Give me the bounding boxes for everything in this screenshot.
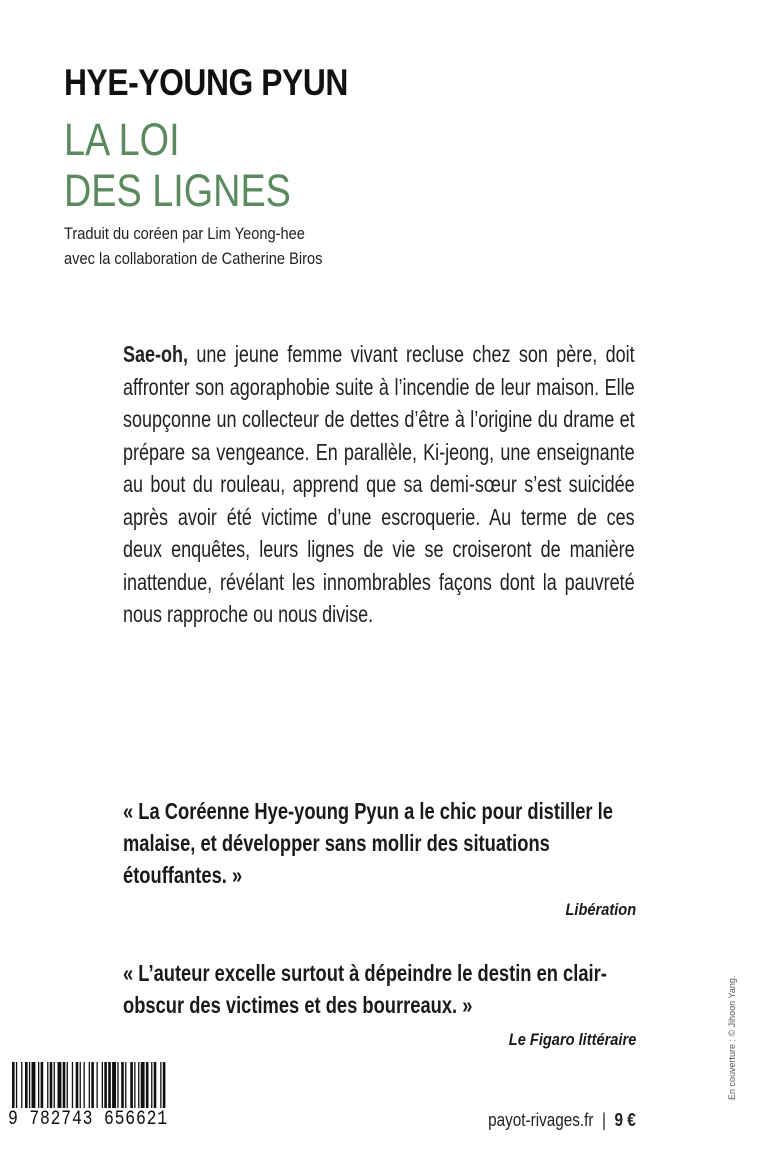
press-quote-1: « La Coréenne Hye-young Pyun a le chic pour distiller le malaise, et développer sans mollir des situations étouffantes. » xyxy=(123,798,613,888)
synopsis-body: une jeune femme vivant recluse chez son père, doit affronter son agoraphobie suite à l’incendie de leur maison. Elle soupçonne un collecteur de dettes d’être à l’origine du drame et prépare sa vengeance. En parallèle, Ki-jeong, une enseignante au bout du rouleau, apprend que sa demi-sœur s’est suicidée après avoir été victime d’une escroquerie. Au terme de ces deux enquêtes, leurs lignes de vie se croiseront de manière inattendue, révélant les innombrables façons dont la pauvreté nous rapproche ou nous divise. xyxy=(123,341,635,627)
translator-credit-line-1: Traduit du coréen par Lim Yeong-hee xyxy=(64,224,305,243)
translator-credit-line-2: avec la collaboration de Catherine Biros xyxy=(64,249,323,268)
press-quote-2: « L’auteur excelle surtout à dépeindre le destin en clair-obscur des victimes et des bourreaux. » xyxy=(123,960,607,1018)
press-source-2: Le Figaro littéraire xyxy=(508,1030,636,1049)
footer-publisher-price xyxy=(488,1110,636,1131)
barcode-bars-icon xyxy=(8,1062,248,1108)
author-name: HYE-YOUNG PYUN xyxy=(64,62,348,103)
synopsis-paragraph xyxy=(123,338,635,631)
price: 9 € xyxy=(614,1110,636,1130)
footer-separator: | xyxy=(602,1110,607,1130)
barcode xyxy=(8,1062,248,1130)
book-title-line-2: DES LIGNES xyxy=(64,165,291,216)
press-source-1: Libération xyxy=(565,900,636,919)
isbn-number: 9 782743 656621 xyxy=(8,1108,168,1131)
book-title-line-1: LA LOI xyxy=(64,114,180,165)
cover-photo-credit: En couverture : © Jihoon Yang. xyxy=(727,975,737,1100)
synopsis-lead: Sae-oh, xyxy=(123,341,189,367)
publisher-url: payot-rivages.fr xyxy=(488,1110,594,1130)
